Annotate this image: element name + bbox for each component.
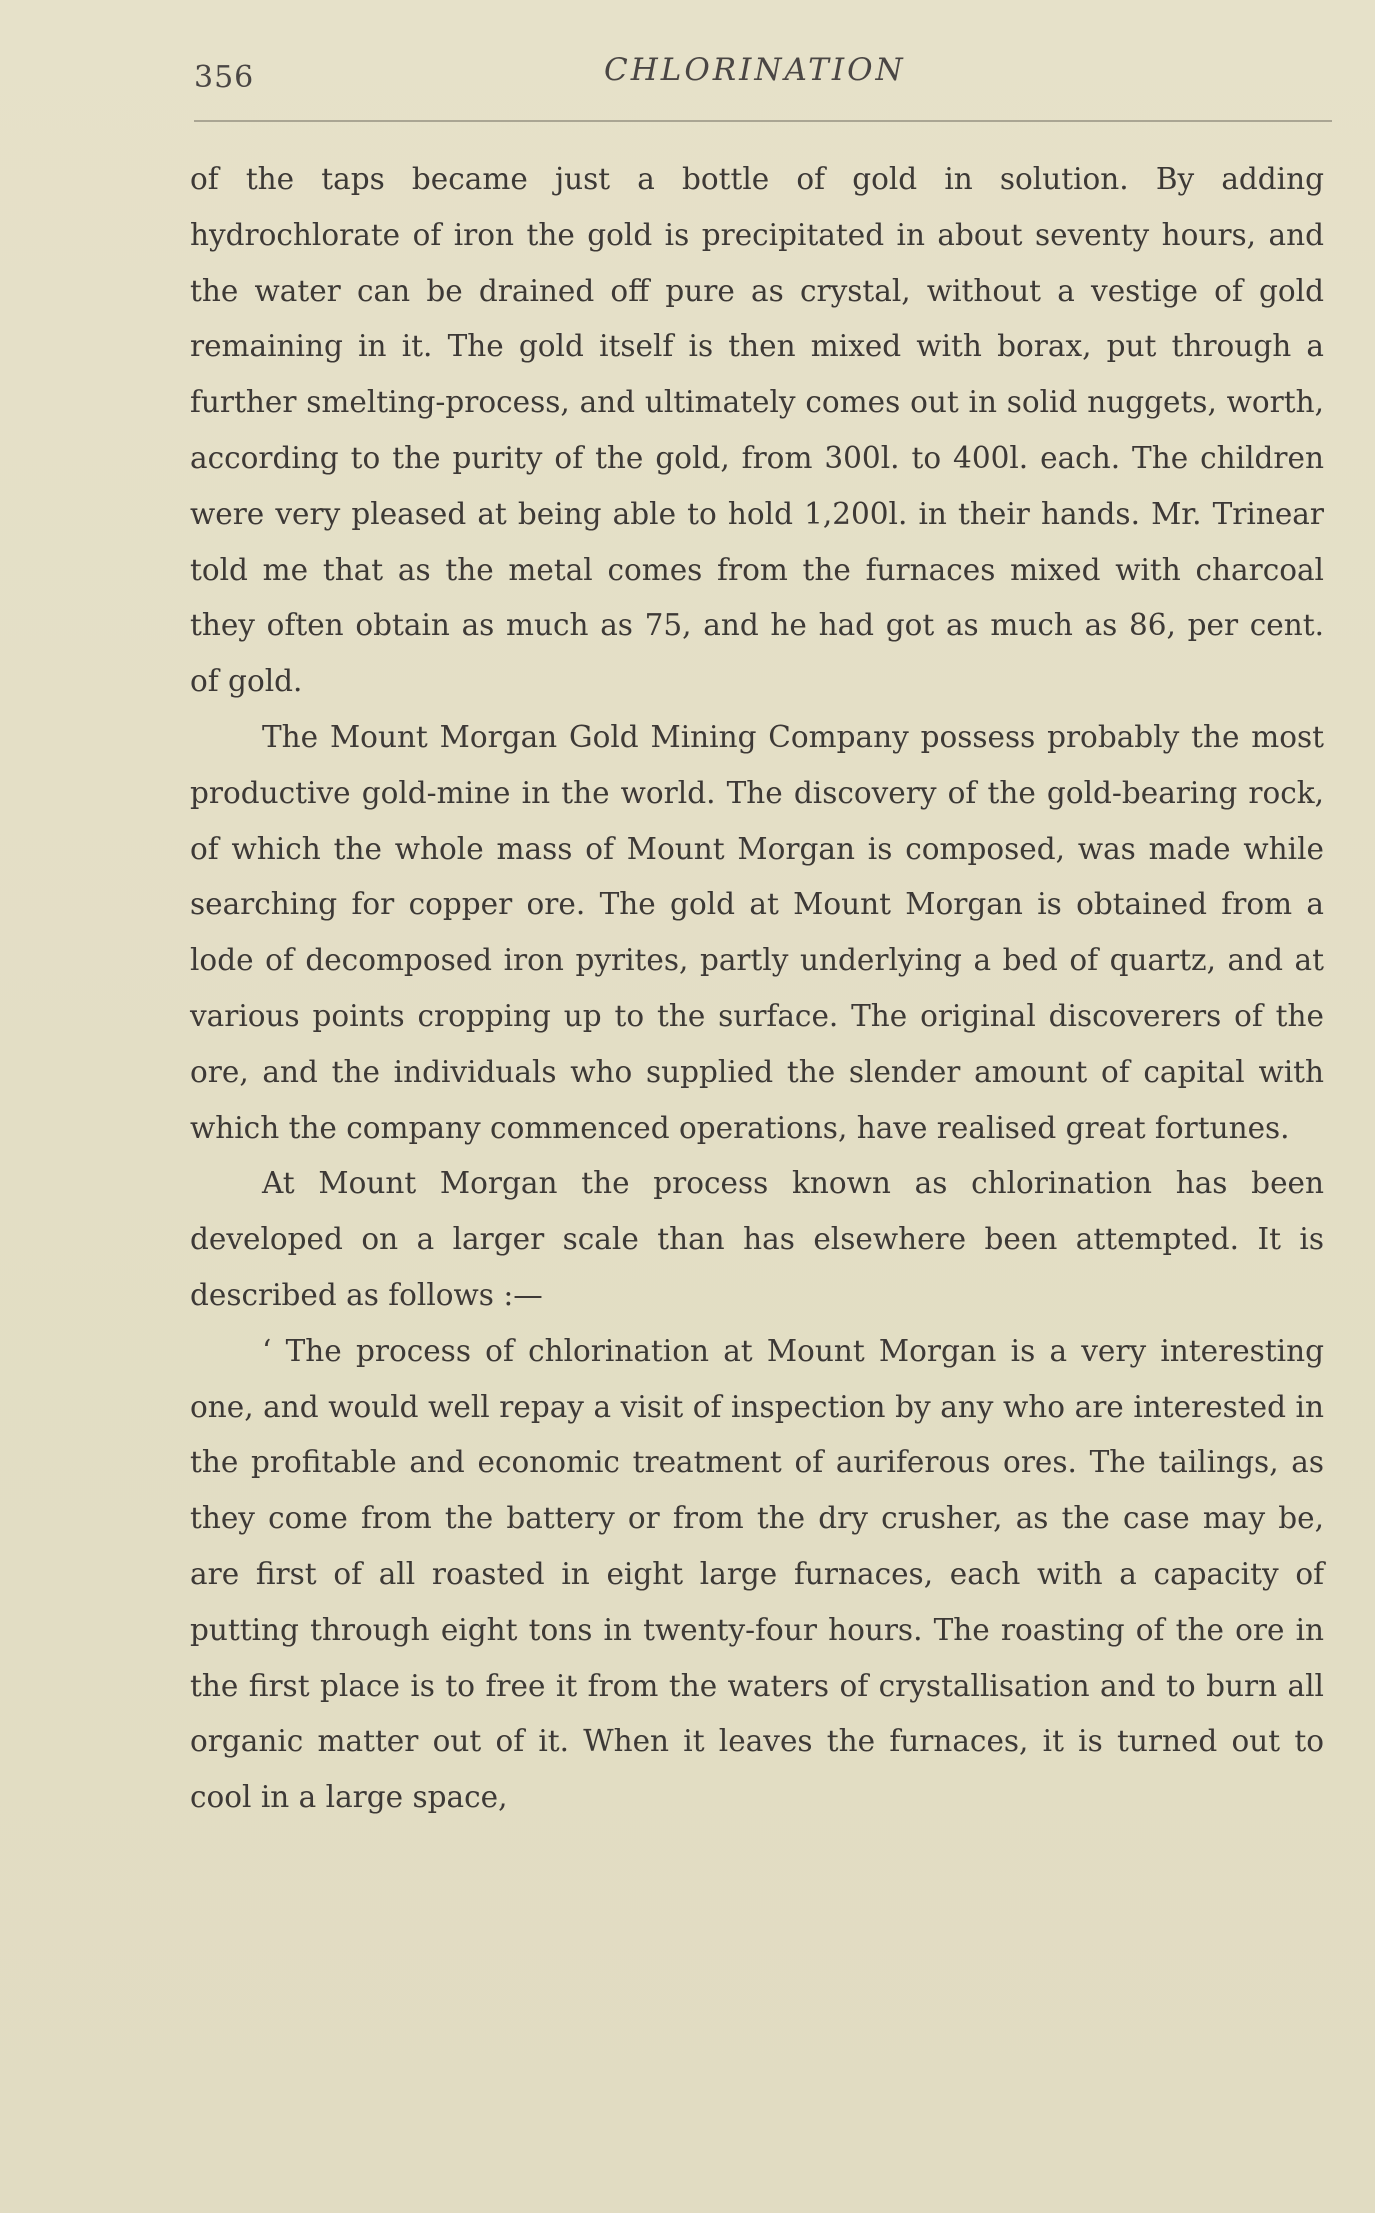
page-header: [194, 52, 1332, 102]
body-text: [190, 152, 1324, 1826]
header-rule: [194, 120, 1332, 122]
paragraph-process-quote: ‘ The process of chlorination at Mount Morgan is a very interesting one, and would well repay a visit of inspection by any who are interested in the profitable and economic treatment of auriferous ores. The tailings, as they come from the battery or from the dry crusher, as the case may be, are first of all roasted in eight large furnaces, each with a capacity of putting through eight tons in twenty-four hours. The roasting of the ore in the first place is to free it from the waters of crystallisation and to burn all organic matter out of it. When it leaves the furnaces, it is turned out to cool in a large space,: [190, 1333, 1324, 1815]
paragraph-mount-morgan: The Mount Morgan Gold Mining Company possess probably the most productive gold-mine in the world. The discovery of the gold-bearing rock, of which the whole mass of Mount Morgan is composed, was made while searching for copper ore. The gold at Mount Morgan is obtained from a lode of decomposed iron pyrites, partly underlying a bed of quartz, and at various points cropping up to the surface. The original discoverers of the ore, and the individuals who supplied the slender amount of capital with which the company commenced operations, have realised great fortunes.: [190, 719, 1324, 1145]
paragraph-chlorination-intro: At Mount Morgan the process known as chlorination has been developed on a larger scale than has elsewhere been attempted. It is described as follows :—: [190, 1166, 1324, 1312]
paragraph-continuation: of the taps became just a bottle of gold in solution. By adding hydrochlorate of iron the gold is precipitated in about seventy hours, and the water can be drained off pure as crystal, without a vestige of gold remaining in it. The gold itself is then mixed with borax, put through a further smelting-process, and ultimately comes out in solid nuggets, worth, according to the purity of the gold, from 300l. to 400l. each. The children were very pleased at being able to hold 1,200l. in their hands. Mr. Trinear told me that as the metal comes from the furnaces mixed with charcoal they often obtain as much as 75, and he had got as much as 86, per cent. of gold.: [190, 162, 1324, 699]
page-number: 356: [194, 60, 255, 95]
running-title: CHLORINATION: [604, 52, 906, 88]
